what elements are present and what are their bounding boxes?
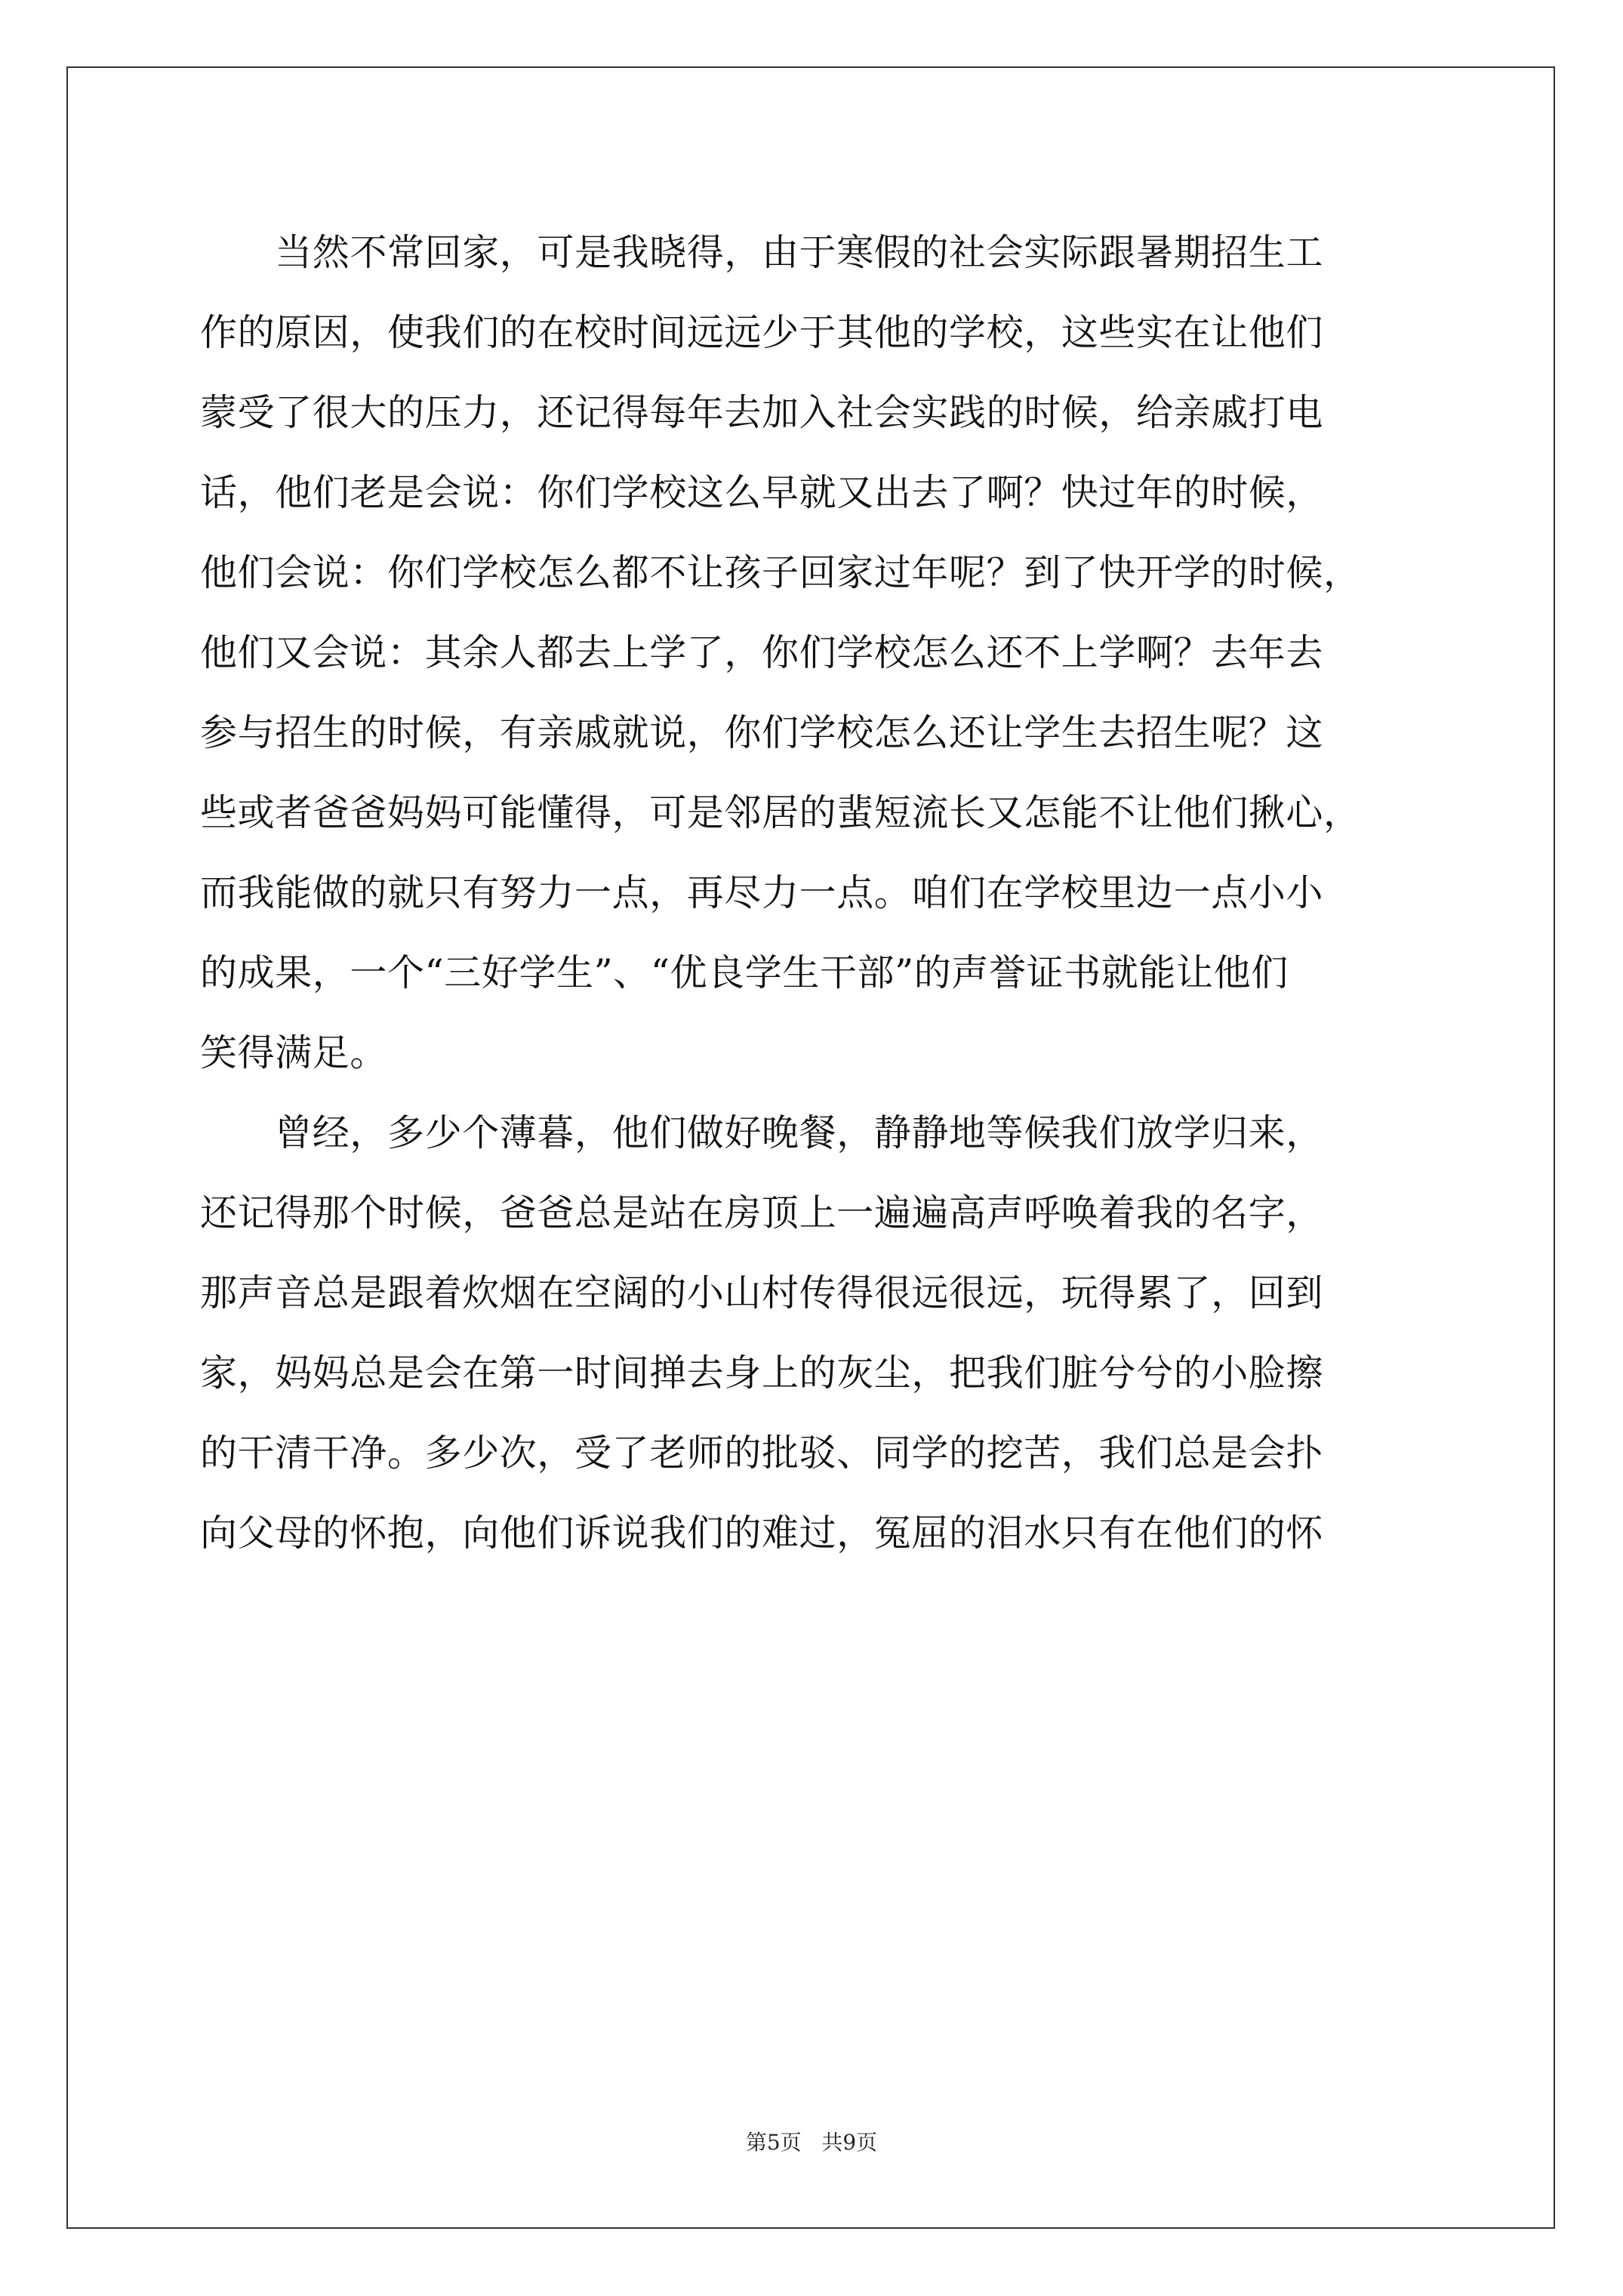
total-pages-label: 共9页 — [821, 2130, 878, 2155]
paragraph-1-line-9: 而我能做的就只有努力一点，再尽力一点。咱们在学校里边一点小小 — [200, 871, 1324, 914]
footer-spacer — [802, 2130, 822, 2155]
paragraph-1-line-10: 的成果，一个“三好学生”、“优良学生干部”的声誉证书就能让他们 — [200, 951, 1289, 994]
paragraph-2-line-4: 家，妈妈总是会在第一时间掸去身上的灰尘，把我们脏兮兮的小脸擦 — [200, 1351, 1324, 1395]
page-footer — [0, 2128, 1623, 2158]
paragraph-1-line-7: 参与招生的时候，有亲戚就说，你们学校怎么还让学生去招生呢？这 — [200, 711, 1324, 754]
paragraph-1-line-11: 笑得满足。 — [200, 1031, 388, 1074]
page-number-label: 第5页 — [745, 2130, 802, 2155]
paragraph-1-line-8: 些或者爸爸妈妈可能懂得，可是邻居的蜚短流长又怎能不让他们揪心， — [200, 791, 1361, 834]
paragraph-1-line-6: 他们又会说：其余人都去上学了，你们学校怎么还不上学啊？去年去 — [200, 631, 1324, 674]
paragraph-2-line-3: 那声音总是跟着炊烟在空阔的小山村传得很远很远，玩得累了，回到 — [200, 1271, 1324, 1314]
paragraph-2-line-2: 还记得那个时候，爸爸总是站在房顶上一遍遍高声呼唤着我的名字， — [200, 1191, 1324, 1234]
paragraph-2-line-5: 的干清干净。多少次，受了老师的批驳、同学的挖苦，我们总是会扑 — [200, 1432, 1324, 1475]
paragraph-1-line-3: 蒙受了很大的压力，还记得每年去加入社会实践的时候，给亲戚打电 — [200, 391, 1324, 434]
paragraph-1-line-1: 当然不常回家，可是我晓得，由于寒假的社会实际跟暑期招生工 — [200, 231, 1324, 274]
paragraph-1-line-5: 他们会说：你们学校怎么都不让孩子回家过年呢？到了快开学的时候， — [200, 551, 1361, 594]
paragraph-1-line-4: 话，他们老是会说：你们学校这么早就又出去了啊？快过年的时候， — [200, 471, 1324, 514]
paragraph-2-line-1: 曾经，多少个薄暮，他们做好晚餐，静静地等候我们放学归来， — [200, 1111, 1324, 1154]
paragraph-2-line-6: 向父母的怀抱，向他们诉说我们的难过，冤屈的泪水只有在他们的怀 — [200, 1512, 1324, 1555]
paragraph-1-line-2: 作的原因，使我们的在校时间远远少于其他的学校，这些实在让他们 — [200, 311, 1324, 354]
